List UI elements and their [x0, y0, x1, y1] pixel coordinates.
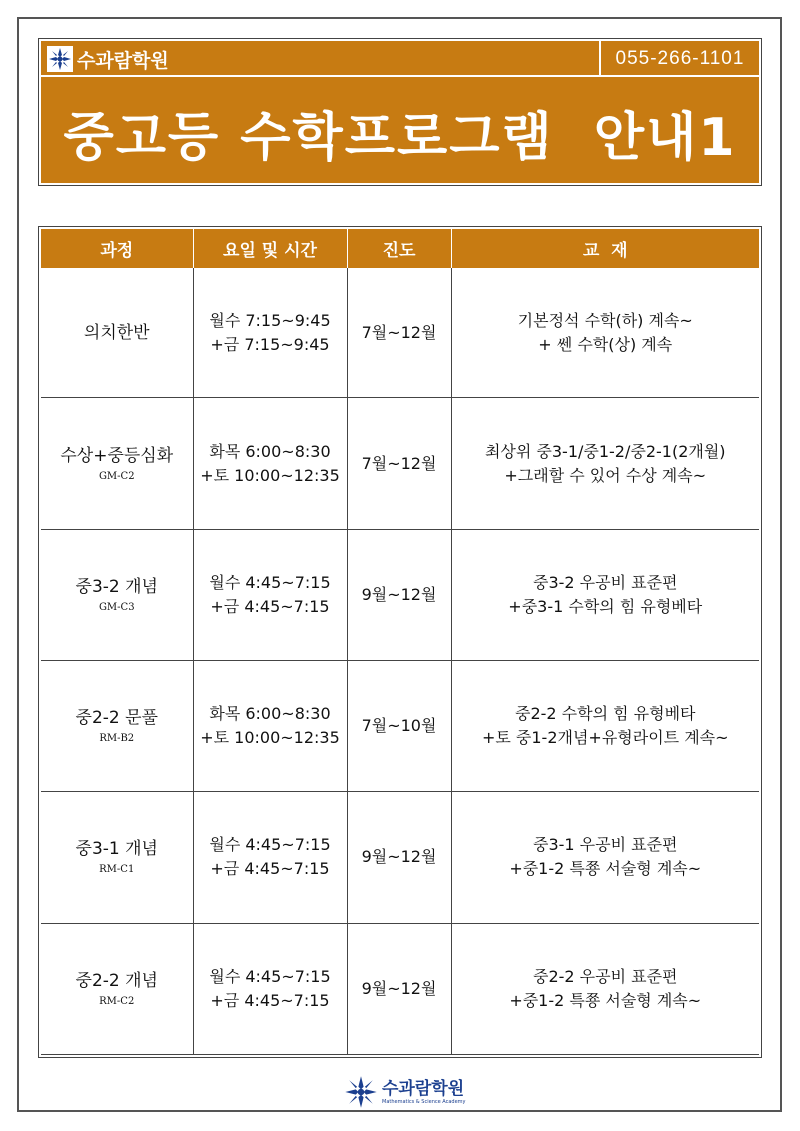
- page-title: 중고등 수학프로그램 안내1: [63, 107, 737, 168]
- textbook-line: 중3-2 우공비 표준편: [533, 572, 678, 592]
- progress-cell: 9월~12월: [347, 792, 451, 923]
- column-header-progress: 진도: [347, 229, 451, 268]
- header-logo: [47, 44, 169, 74]
- course-code: RM-B2: [99, 733, 135, 745]
- time-line: +금 7:15~9:45: [210, 334, 330, 354]
- textbook-line: 중2-2 우공비 표준편: [533, 966, 678, 986]
- course-cell: [41, 923, 193, 1054]
- footer-brand: [382, 1079, 466, 1106]
- time-line: 화목 6:00~8:30: [209, 441, 331, 461]
- textbook-cell: [451, 529, 759, 660]
- table-row: [41, 529, 759, 660]
- textbook-line: +토 중1-2개념+유형라이트 계속~: [481, 728, 729, 748]
- footer-brand-subtitle: Mathematics & Science Academy: [382, 1098, 466, 1105]
- header-topbar: [41, 41, 759, 77]
- textbook-cell: [451, 792, 759, 923]
- course-code: RM-C1: [99, 864, 135, 876]
- textbook-line: + 쎈 수학(상) 계속: [538, 334, 673, 354]
- table-row: [41, 792, 759, 923]
- course-code: GM-C2: [98, 470, 135, 482]
- table-row: [41, 661, 759, 792]
- textbook-line: +중1-2 특쭁 서술형 계속~: [509, 990, 702, 1010]
- time-line: 월수 4:45~7:15: [209, 572, 331, 592]
- progress-cell: 7월~12월: [347, 398, 451, 529]
- time-line: +금 4:45~7:15: [210, 990, 330, 1010]
- textbook-cell: [451, 923, 759, 1054]
- schedule-table: [41, 229, 759, 1055]
- textbook-line: 중2-2 수학의 힘 유형베타: [515, 704, 696, 724]
- course-code: RM-C2: [99, 995, 135, 1007]
- textbook-line: 기본정석 수학(하) 계속~: [517, 310, 693, 330]
- course-cell: [41, 529, 193, 660]
- table-row: [41, 268, 759, 398]
- course-name: 중3-2 개념: [75, 576, 158, 597]
- time-line: +금 4:45~7:15: [210, 859, 330, 879]
- course-cell: [41, 398, 193, 529]
- time-line: +토 10:00~12:35: [200, 728, 340, 748]
- header-banner: [38, 38, 762, 186]
- time-line: 월수 4:45~7:15: [209, 966, 331, 986]
- time-line: 화목 6:00~8:30: [209, 704, 331, 724]
- course-name: 중2-2 개념: [75, 970, 158, 991]
- course-cell: [41, 661, 193, 792]
- header-brand: 수과람학원: [77, 49, 169, 72]
- time-cell: [193, 661, 347, 792]
- table-header-row: [41, 229, 759, 268]
- course-name: 중3-1 개념: [75, 839, 158, 860]
- time-cell: [193, 923, 347, 1054]
- textbook-cell: [451, 661, 759, 792]
- table-row: [41, 923, 759, 1054]
- course-cell: [41, 268, 193, 398]
- progress-cell: 7월~10월: [347, 661, 451, 792]
- academy-logo-icon: [47, 46, 73, 72]
- course-name: 수상+중등심화: [60, 445, 174, 466]
- column-header-course: 과정: [41, 229, 193, 268]
- time-cell: [193, 529, 347, 660]
- textbook-line: +중3-1 수학의 힘 유형베타: [508, 596, 703, 616]
- column-header-textbook: 교 재: [451, 229, 759, 268]
- course-cell: [41, 792, 193, 923]
- header-banner-inner: [41, 41, 759, 183]
- time-line: 월수 4:45~7:15: [209, 835, 331, 855]
- progress-cell: 9월~12월: [347, 923, 451, 1054]
- header-phone-box: [599, 41, 759, 77]
- course-name: 중2-2 문풀: [75, 708, 158, 729]
- textbook-cell: [451, 398, 759, 529]
- time-line: 월수 7:15~9:45: [209, 310, 331, 330]
- textbook-cell: [451, 268, 759, 398]
- footer-logo: [344, 1074, 466, 1110]
- textbook-line: 중3-1 우공비 표준편: [533, 835, 678, 855]
- textbook-line: +그래할 수 있어 수상 계속~: [504, 465, 707, 485]
- course-code: GM-C3: [98, 601, 135, 613]
- course-name: 의치한반: [83, 322, 150, 343]
- progress-cell: 9월~12월: [347, 529, 451, 660]
- time-cell: [193, 268, 347, 398]
- textbook-line: +중1-2 특쭁 서술형 계속~: [509, 859, 702, 879]
- table-row: [41, 398, 759, 529]
- column-header-time: 요일 및 시간: [193, 229, 347, 268]
- textbook-line: 최상위 중3-1/중1-2/중2-1(2개월): [484, 441, 726, 461]
- time-line: +금 4:45~7:15: [210, 596, 330, 616]
- header-phone: 055-266-1101: [615, 48, 745, 69]
- time-line: +토 10:00~12:35: [200, 465, 340, 485]
- time-cell: [193, 792, 347, 923]
- schedule-table-frame: [38, 226, 762, 1058]
- progress-cell: 7월~12월: [347, 268, 451, 398]
- footer-brand-name: 수과람학원: [382, 1078, 465, 1099]
- time-cell: [193, 398, 347, 529]
- academy-logo-icon: [344, 1075, 378, 1109]
